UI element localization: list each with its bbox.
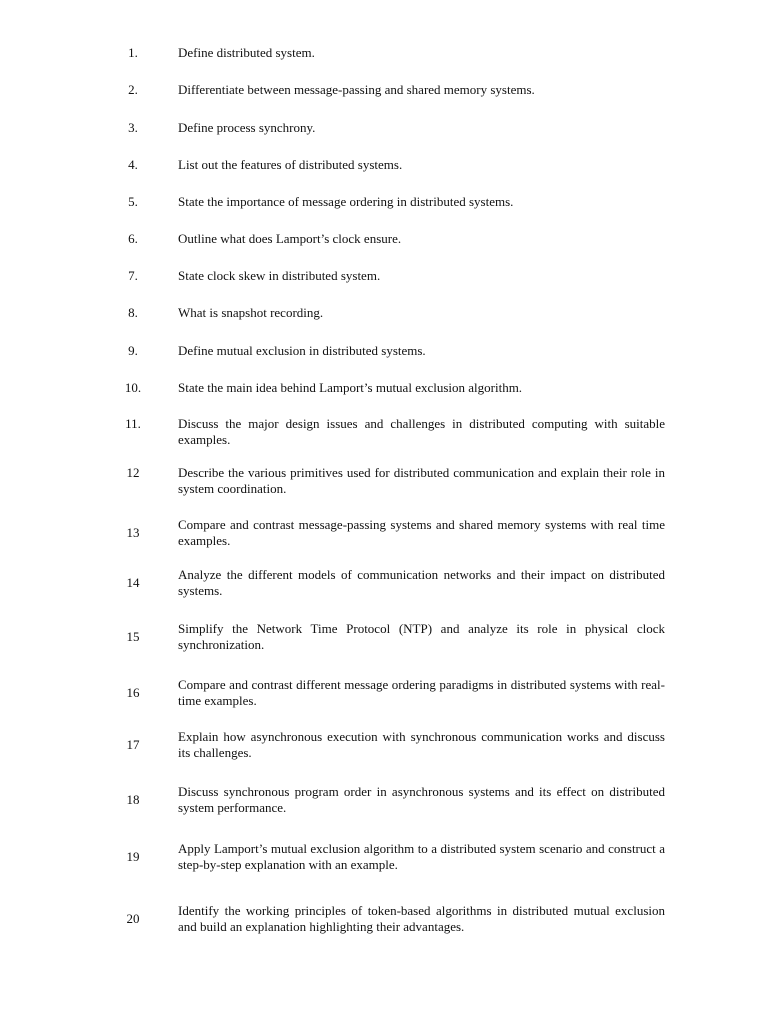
question-text: Define mutual exclusion in distributed systems. [178,343,426,358]
question-text: Compare and contrast different message ordering paradigms in distributed systems with real-time examples. [178,677,665,708]
question-number: 6. [128,231,138,246]
question-number: 1. [128,45,138,60]
question-number: 18 [126,792,140,807]
question-number: 15 [126,629,140,644]
question-number: 14 [126,575,140,590]
question-text: Discuss synchronous program order in asynchronous systems and its effect on distributed system performance. [178,784,665,815]
question-number: 12 [126,465,140,480]
question-text: Define process synchrony. [178,120,316,135]
question-text: Identify the working principles of token-based algorithms in distributed mutual exclusion and build an explanation highlighting their advantages. [178,903,665,934]
question-text: Simplify the Network Time Protocol (NTP) and analyze its role in physical clock synchronization. [178,621,665,652]
question-text: What is snapshot recording. [178,305,324,320]
question-text: Apply Lamport’s mutual exclusion algorithm to a distributed system scenario and construct a step-by-step explanation with an example. [178,841,665,872]
question-text: Explain how asynchronous execution with synchronous communication works and discuss its challenges. [178,729,665,760]
question-number: 13 [126,525,140,540]
question-number: 5. [128,194,138,209]
question-number: 8. [128,305,138,320]
question-number: 7. [128,268,138,283]
question-text: Outline what does Lamport’s clock ensure. [178,231,402,246]
question-text: Differentiate between message-passing and shared memory systems. [178,82,535,97]
question-text: List out the features of distributed systems. [178,157,403,172]
question-text: Analyze the different models of communication networks and their impact on distributed systems. [178,567,665,598]
question-number: 9. [128,343,138,358]
question-text: State the main idea behind Lamport’s mutual exclusion algorithm. [178,380,523,395]
question-number: 10. [124,380,142,395]
question-number: 2. [128,82,138,97]
question-number: 3. [128,120,138,135]
question-text: Compare and contrast message-passing systems and shared memory systems with real time examples. [178,517,665,548]
question-number: 16 [126,685,140,700]
question-number: 17 [126,737,140,752]
question-text: Describe the various primitives used for distributed communication and explain their role in system coordination. [178,465,665,496]
question-number: 11. [125,416,141,431]
question-text: Define distributed system. [178,45,315,60]
question-text: State the importance of message ordering in distributed systems. [178,194,514,209]
question-number: 19 [126,849,140,864]
question-number: 20 [126,911,140,926]
question-text: Discuss the major design issues and challenges in distributed computing with suitable examples. [178,416,665,447]
question-number: 4. [128,157,138,172]
question-text: State clock skew in distributed system. [178,268,381,283]
